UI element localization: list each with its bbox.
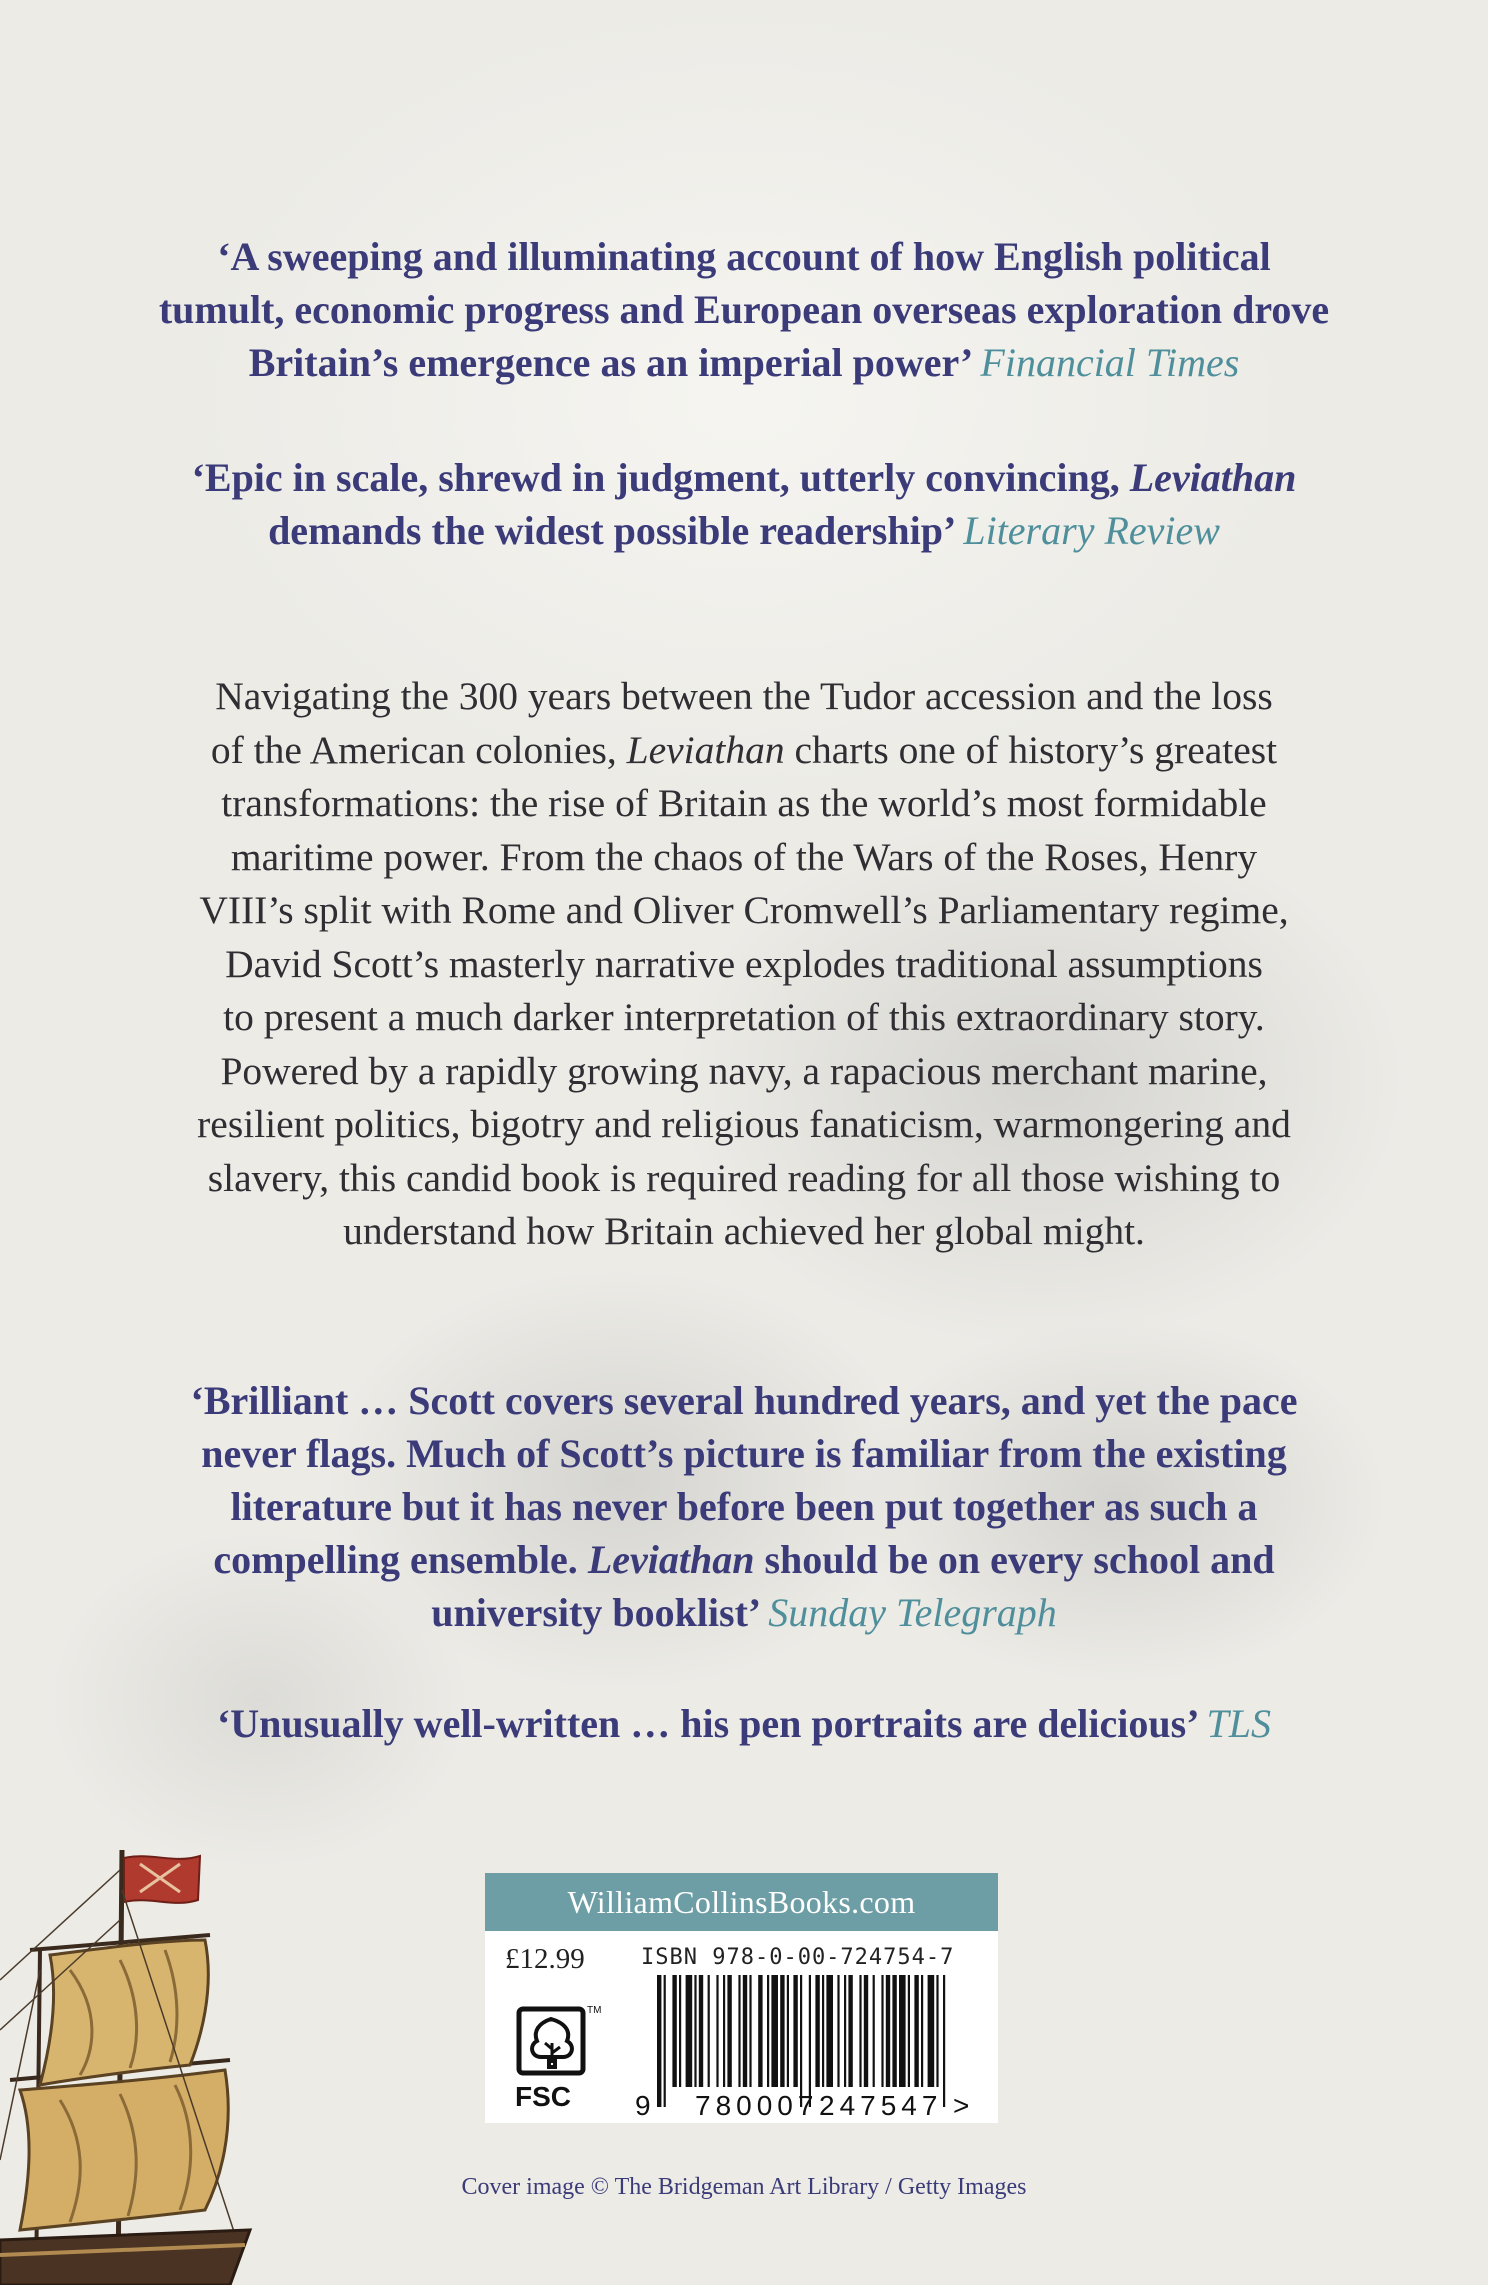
blurb-line: Powered by a rapidly growing navy, a rapacious merchant marine, [220,1048,1268,1093]
quote-line: should be on every school and [754,1537,1275,1582]
barcode-bars [657,1975,945,2107]
barcode-arrow: > [953,2090,970,2119]
quote-source: Financial Times [980,340,1240,385]
barcode-digits-right: 247547 [819,2090,943,2119]
cover-image-credit: Cover image © The Bridgeman Art Library / Getty Images [461,2174,1027,2200]
quote-line: ‘Brilliant … Scott covers several hundred years, and yet the pace [190,1378,1298,1423]
barcode-bar [892,1975,896,2087]
barcode-bar [708,1975,710,2087]
review-quote-tls [0,1697,1488,1750]
barcode-bar [664,1975,666,2107]
barcode-bar [672,1975,676,2087]
barcode-bar [908,1975,910,2087]
barcode-bar [743,1975,747,2087]
barcode-bar [899,1975,906,2087]
quote-line: demands the widest possible readership’ [268,508,964,553]
quote-line: ‘Epic in scale, shrewd in judgment, utterly convincing, [191,455,1130,500]
book-title-mention: Leviathan [1129,455,1297,500]
barcode-bar [886,1975,890,2087]
barcode-bar [716,1975,718,2087]
isbn-number: ISBN 978-0-00-724754-7 [641,1945,955,1970]
barcode-bar [815,1975,819,2087]
quote-source: Literary Review [963,508,1220,553]
quote-source: Sunday Telegraph [768,1590,1057,1635]
barcode-bar [657,1975,661,2107]
book-title-mention: Leviathan [587,1537,755,1582]
review-quote-sunday-telegraph [0,1374,1488,1639]
blurb-line: slavery, this candid book is required reading for all those wishing to [207,1155,1281,1200]
blurb-line: to present a much darker interpretation of this extraordinary story. [223,995,1265,1039]
barcode-bar [859,1975,861,2087]
barcode-bar [758,1975,762,2087]
blurb-line: resilient politics, bigotry and religious fanaticism, warmongering and [197,1102,1291,1146]
barcode-bar [787,1975,789,2087]
barcode-bar [723,1975,725,2087]
barcode-bar [694,1975,696,2087]
barcode-bar [738,1975,740,2087]
barcode-panel [485,1931,998,2123]
barcode-bar [800,1975,802,2107]
barcode-bar [780,1975,784,2087]
barcode-digits-left: 780007 [695,2090,819,2119]
book-description [90,670,1398,1259]
fsc-trademark: TM [587,2005,602,2016]
book-title-mention: Leviathan [626,727,785,772]
blurb-line: David Scott’s masterly narrative explodes traditional assumptions [225,941,1263,986]
quote-line: never flags. Much of Scott’s picture is familiar from the existing [201,1431,1287,1476]
barcode-bar [826,1975,833,2087]
barcode-bar [848,1975,852,2087]
barcode-bar [749,1975,751,2087]
sailing-ship-illustration [0,1830,260,2285]
quote-line: ‘Unusually well-written … his pen portraits are delicious’ [216,1701,1207,1746]
quote-line: university booklist’ [431,1590,769,1635]
barcode-bar [943,1975,945,2107]
price: £12.99 [505,1943,585,1975]
review-quote-literary-review [0,451,1488,557]
quote-line: Britain’s emergence as an imperial power’ [248,340,981,385]
blurb-line: VIII’s split with Rome and Oliver Cromwell’s Parliamentary regime, [199,888,1289,932]
blurb-line: charts one of history’s greatest [784,727,1278,772]
blurb-line: maritime power. From the chaos of the Wars of the Roses, Henry [230,834,1258,879]
barcode-bar [686,1975,693,2087]
quote-line: tumult, economic progress and European overseas exploration drove [158,287,1330,332]
quote-line: literature but it has never before been put together as such a [230,1484,1258,1529]
publisher-website: WilliamCollinsBooks.com [485,1873,998,1931]
barcode-bar [928,1975,935,2087]
barcode-bar [809,1975,811,2107]
blurb-line: of the American colonies, [210,727,627,772]
barcode-bar [864,1975,868,2087]
barcode-bar [921,1975,923,2087]
barcode-bar [914,1975,918,2087]
barcode-bar [679,1975,681,2087]
barcode-bar [837,1975,839,2087]
blurb-line: transformations: the rise of Britain as the world’s most formidable [221,781,1267,825]
blurb-line: Navigating the 300 years between the Tudor accession and the loss [215,674,1273,718]
barcode-bar [844,1975,846,2087]
review-quote-financial-times [0,230,1488,389]
barcode-bar [881,1975,883,2087]
barcode-bar [727,1975,731,2087]
fsc-label: FSC [515,2081,571,2112]
quote-line: ‘A sweeping and illuminating account of how English political [217,234,1271,279]
barcode-bar [699,1975,703,2087]
blurb-line: understand how Britain achieved her global might. [343,1209,1145,1253]
barcode-bar [822,1975,824,2087]
barcode-bar [793,1975,797,2087]
barcode-digit: 9 [635,2090,651,2119]
isbn-barcode [635,1975,975,2119]
barcode-bar [771,1975,778,2087]
barcode-bar [767,1975,769,2087]
quote-line: compelling ensemble. [213,1537,588,1582]
quote-source: TLS [1206,1701,1272,1746]
barcode-bar [873,1975,875,2087]
barcode-bar [936,1975,938,2087]
